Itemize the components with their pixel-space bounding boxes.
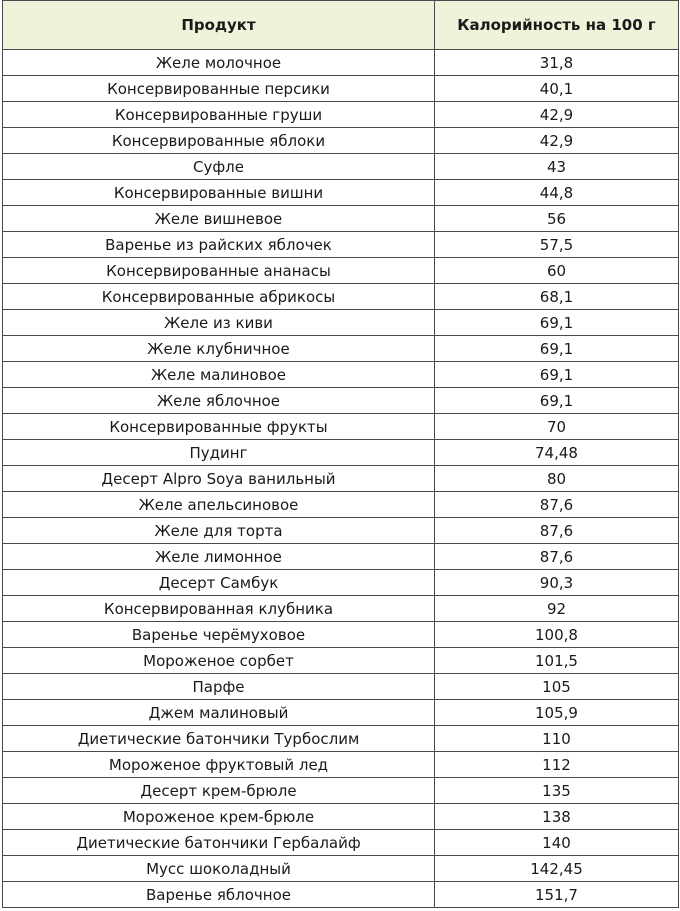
table-row [3,206,679,232]
table-row [3,596,679,622]
calories-cell: 40,1 [435,76,679,102]
calories-cell: 105,9 [435,700,679,726]
product-cell: Парфе [3,674,435,700]
table-row [3,544,679,570]
calories-cell: 69,1 [435,388,679,414]
product-cell: Желе яблочное [3,388,435,414]
calories-cell: 100,8 [435,622,679,648]
table-row [3,154,679,180]
table-row [3,310,679,336]
table-row [3,76,679,102]
table-row [3,492,679,518]
table-row [3,700,679,726]
calories-cell: 87,6 [435,518,679,544]
calories-cell: 69,1 [435,310,679,336]
table-row [3,882,679,908]
table-row [3,232,679,258]
table-row [3,830,679,856]
product-cell: Джем малиновый [3,700,435,726]
product-cell: Десерт Alpro Soya ванильный [3,466,435,492]
calories-cell: 135 [435,778,679,804]
product-cell: Желе лимонное [3,544,435,570]
table-row [3,518,679,544]
table-row [3,414,679,440]
calories-cell: 69,1 [435,336,679,362]
product-cell: Диетические батончики Турбослим [3,726,435,752]
product-cell: Консервированные ананасы [3,258,435,284]
calories-cell: 87,6 [435,492,679,518]
header-calories: Калорийность на 100 г [435,1,679,50]
calories-cell: 68,1 [435,284,679,310]
calories-cell: 110 [435,726,679,752]
table-row [3,466,679,492]
product-cell: Десерт крем-брюле [3,778,435,804]
table-row [3,674,679,700]
header-product: Продукт [3,1,435,50]
product-cell: Желе малиновое [3,362,435,388]
product-cell: Желе из киви [3,310,435,336]
table-body [3,50,679,908]
calories-cell: 31,8 [435,50,679,76]
product-cell: Мороженое сорбет [3,648,435,674]
product-cell: Варенье яблочное [3,882,435,908]
table-row [3,804,679,830]
calorie-table [2,0,679,908]
product-cell: Мусс шоколадный [3,856,435,882]
table-row [3,362,679,388]
calories-cell: 90,3 [435,570,679,596]
product-cell: Мороженое фруктовый лед [3,752,435,778]
product-cell: Консервированные абрикосы [3,284,435,310]
calories-cell: 69,1 [435,362,679,388]
table-row [3,622,679,648]
calorie-table-container [2,0,678,908]
calories-cell: 74,48 [435,440,679,466]
table-row [3,128,679,154]
product-cell: Суфле [3,154,435,180]
calories-cell: 42,9 [435,128,679,154]
calories-cell: 43 [435,154,679,180]
product-cell: Желе молочное [3,50,435,76]
table-row [3,648,679,674]
product-cell: Варенье из райских яблочек [3,232,435,258]
product-cell: Консервированные груши [3,102,435,128]
product-cell: Консервированные персики [3,76,435,102]
table-row [3,102,679,128]
table-row [3,440,679,466]
calories-cell: 80 [435,466,679,492]
calories-cell: 42,9 [435,102,679,128]
calories-cell: 57,5 [435,232,679,258]
product-cell: Консервированные фрукты [3,414,435,440]
product-cell: Консервированные вишни [3,180,435,206]
calories-cell: 70 [435,414,679,440]
product-cell: Мороженое крем-брюле [3,804,435,830]
table-row [3,336,679,362]
table-row [3,50,679,76]
table-row [3,570,679,596]
calories-cell: 151,7 [435,882,679,908]
calories-cell: 105 [435,674,679,700]
table-row [3,180,679,206]
table-row [3,778,679,804]
calories-cell: 112 [435,752,679,778]
product-cell: Пудинг [3,440,435,466]
table-row [3,388,679,414]
table-row [3,752,679,778]
product-cell: Консервированная клубника [3,596,435,622]
calories-cell: 92 [435,596,679,622]
product-cell: Десерт Самбук [3,570,435,596]
calories-cell: 44,8 [435,180,679,206]
table-row [3,856,679,882]
calories-cell: 87,6 [435,544,679,570]
product-cell: Желе вишневое [3,206,435,232]
table-row [3,258,679,284]
calories-cell: 60 [435,258,679,284]
product-cell: Желе для торта [3,518,435,544]
table-header-row [3,1,679,50]
product-cell: Желе апельсиновое [3,492,435,518]
calories-cell: 142,45 [435,856,679,882]
product-cell: Диетические батончики Гербалайф [3,830,435,856]
calories-cell: 101,5 [435,648,679,674]
product-cell: Варенье черёмуховое [3,622,435,648]
product-cell: Консервированные яблоки [3,128,435,154]
calories-cell: 138 [435,804,679,830]
calories-cell: 140 [435,830,679,856]
table-row [3,284,679,310]
product-cell: Желе клубничное [3,336,435,362]
calories-cell: 56 [435,206,679,232]
table-row [3,726,679,752]
